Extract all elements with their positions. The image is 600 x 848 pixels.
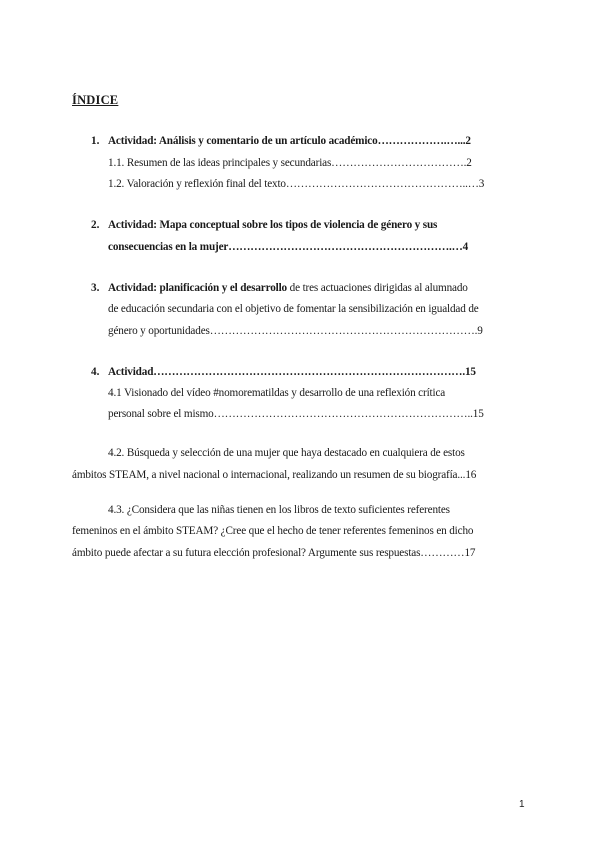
- toc-item-4-1-line-1: 4.1 Visionado del vídeo #nomorematildas y desarrollo de una reflexión crítica: [108, 387, 446, 399]
- toc-title: ÍNDICE: [72, 93, 119, 107]
- toc-item-4-number: 4.: [91, 366, 100, 378]
- toc-item-4-3-line-1: 4.3. ¿Considera que las niñas tienen en los libros de texto suficientes referentes: [108, 504, 450, 516]
- toc-item-3-line-2: de educación secundaria con el objetivo de fomentar la sensibilización en igualdad de: [108, 303, 479, 315]
- toc-item-4-2-line-2: ámbitos STEAM, a nivel nacional o internacional, realizando un resumen de su biografía...16: [72, 469, 477, 481]
- toc-item-4-1-line-2: personal sobre el mismo……………………………………………………………..15: [108, 408, 484, 420]
- toc-item-4-3-line-2: femeninos en el ámbito STEAM? ¿Cree que el hecho de tener referentes femeninos en dicho: [72, 525, 474, 537]
- toc-item-1-2: 1.2. Valoración y reflexión final del texto…………………………………………..…3: [108, 178, 485, 190]
- toc-item-2-line-2: consecuencias en la mujer…………………………………………………….…4: [108, 241, 469, 253]
- toc-item-4-3-line-3: ámbito puede afectar a su futura elección profesional? Argumente sus respuestas…………17: [72, 547, 476, 559]
- toc-item-4-title: Actividad………………………………………………………………………….15: [108, 366, 476, 378]
- toc-item-3-line-1: [108, 281, 468, 295]
- toc-item-1-1: 1.1. Resumen de las ideas principales y secundarias……………………………….2: [108, 157, 472, 169]
- toc-item-2-line-1: Actividad: Mapa conceptual sobre los tipos de violencia de género y sus: [108, 219, 438, 231]
- toc-item-1-title: Actividad: Análisis y comentario de un artículo académico……………….…...2: [108, 135, 471, 147]
- toc-item-1-number: 1.: [91, 135, 100, 147]
- page-number: 1: [519, 799, 525, 810]
- toc-item-2-number: 2.: [91, 219, 100, 231]
- toc-item-3-number: 3.: [91, 282, 100, 294]
- toc-item-3-rest: de tres actuaciones dirigidas al alumnado: [287, 282, 468, 294]
- toc-item-3-line-3: género y oportunidades……………………………………………………………….9: [108, 325, 483, 337]
- toc-item-4-2-line-1: 4.2. Búsqueda y selección de una mujer que haya destacado en cualquiera de estos: [108, 447, 465, 459]
- toc-item-3-bold: Actividad: planificación y el desarrollo: [108, 282, 288, 294]
